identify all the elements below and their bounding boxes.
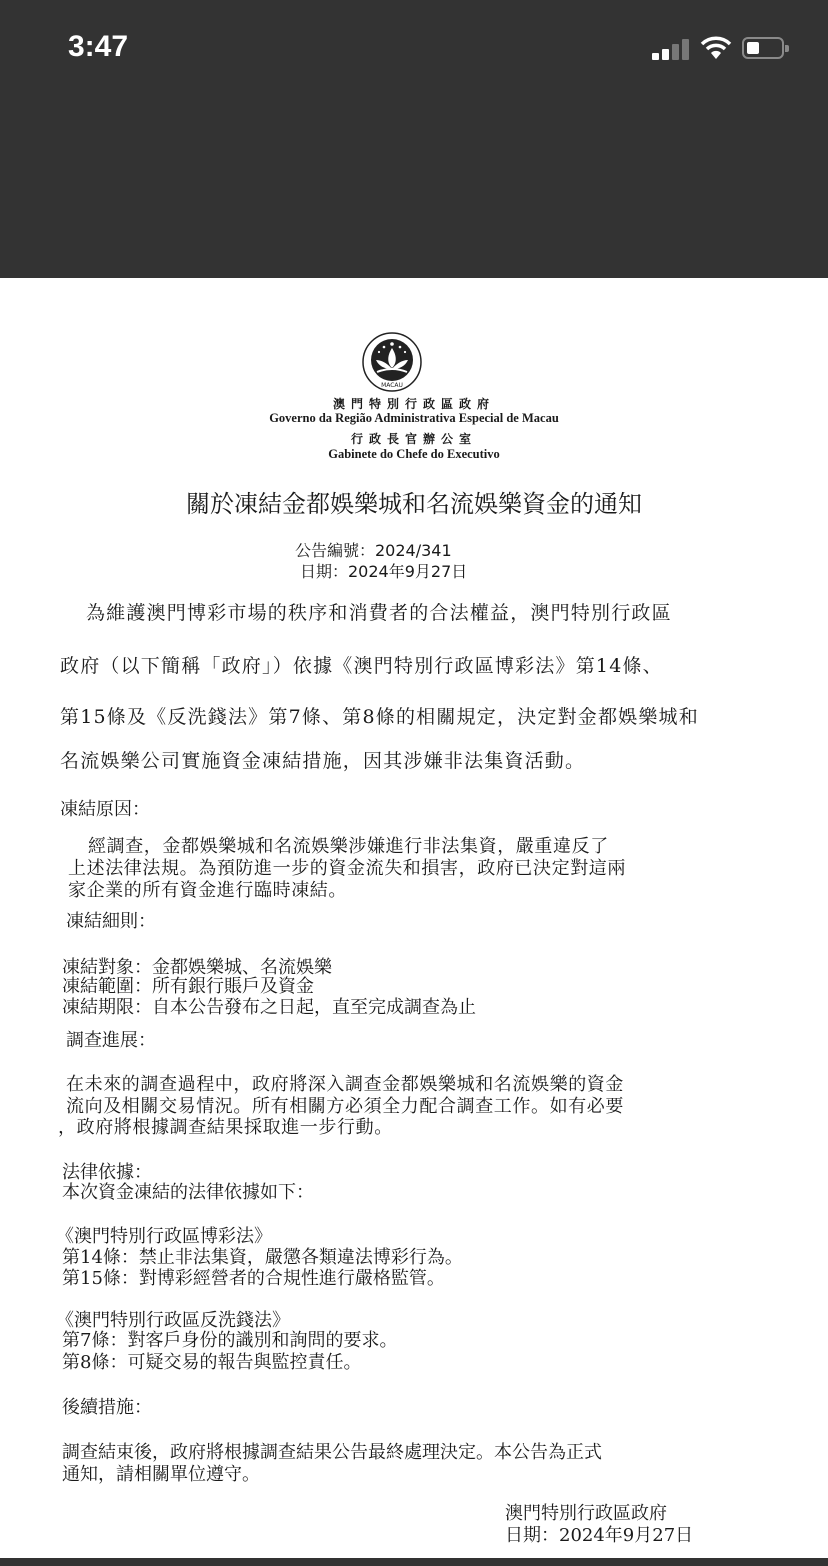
intro-line: 政府（以下簡稱「政府」）依據《澳門特別行政區博彩法》第14條、 [60,655,663,677]
section-heading-progress: 調查進展： [66,1030,156,1051]
office-name-zh: 行政長官辦公室 [350,432,477,446]
signature-issuer: 澳門特別行政區政府 [505,1503,667,1524]
law-article: 第8條：可疑交易的報告與監控責任。 [62,1352,362,1373]
law-name: 《澳門特別行政區博彩法》 [56,1226,272,1247]
intro-line: 為維護澳門博彩市場的秩序和消費者的合法權益，澳門特別行政區 [86,602,672,624]
status-bar [0,0,828,278]
cellular-signal-icon [652,38,690,60]
detail-item: 凍結範圍：所有銀行賬戶及資金 [62,976,314,997]
gov-name-pt: Governo da Região Administrativa Especial de Macau [269,411,559,425]
emblem-text: MACAU [381,382,403,389]
page-title: 關於凍結金都娛樂城和名流娛樂資金的通知 [186,490,642,518]
detail-item: 凍結對象：金都娛樂城、名流娛樂 [62,957,332,978]
section-heading-followup: 後續措施： [62,1397,152,1418]
law-name: 《澳門特別行政區反洗錢法》 [56,1310,290,1331]
legal-intro: 本次資金凍結的法律依據如下： [62,1182,314,1203]
progress-line: 在未來的調查過程中，政府將深入調查金都娛樂城和名流娛樂的資金 [66,1074,624,1095]
section-heading-legal: 法律依據： [62,1162,152,1183]
law-article: 第15條：對博彩經營者的合規性進行嚴格監管。 [62,1268,445,1289]
intro-line: 名流娛樂公司實施資金凍結措施，因其涉嫌非法集資活動。 [60,750,586,772]
clock: 3:47 [68,30,129,63]
macau-emblem-icon [362,332,422,392]
detail-item: 凍結期限：自本公告發布之日起，直至完成調查為止 [62,997,476,1018]
battery-icon [742,37,784,59]
intro-line: 第15條及《反洗錢法》第7條、第8條的相關規定，決定對金都娛樂城和 [60,706,699,728]
law-article: 第7條：對客戶身份的識別和詢問的要求。 [62,1330,398,1351]
section-heading-details: 凍結細則： [66,911,156,932]
notice-date: 日期：2024年9月27日 [300,562,468,581]
section-heading-reason: 凍結原因： [60,799,150,820]
bottom-bar [0,1558,828,1566]
reason-line: 經調查，金都娛樂城和名流娛樂涉嫌進行非法集資，嚴重違反了 [88,836,609,857]
reason-line: 上述法律法規。為預防進一步的資金流失和損害，政府已決定對這兩 [68,858,626,879]
followup-line: 調查結束後，政府將根據調查結果公告最終處理決定。本公告為正式 [62,1442,602,1463]
progress-line: ，政府將根據調查結果採取進一步行動。 [58,1117,393,1138]
office-name-pt: Gabinete do Chefe do Executivo [328,447,500,461]
reason-line: 家企業的所有資金進行臨時凍結。 [68,880,347,901]
notice-number: 公告編號：2024/341 [295,541,452,560]
wifi-icon [700,36,732,60]
followup-line: 通知，請相關單位遵守。 [62,1464,260,1485]
gov-name-zh: 澳門特別行政區政府 [332,397,495,411]
signature-date: 日期：2024年9月27日 [505,1525,694,1546]
law-article: 第14條：禁止非法集資，嚴懲各類違法博彩行為。 [62,1247,463,1268]
progress-line: 流向及相關交易情況。所有相關方必須全力配合調查工作。如有必要 [66,1096,624,1117]
